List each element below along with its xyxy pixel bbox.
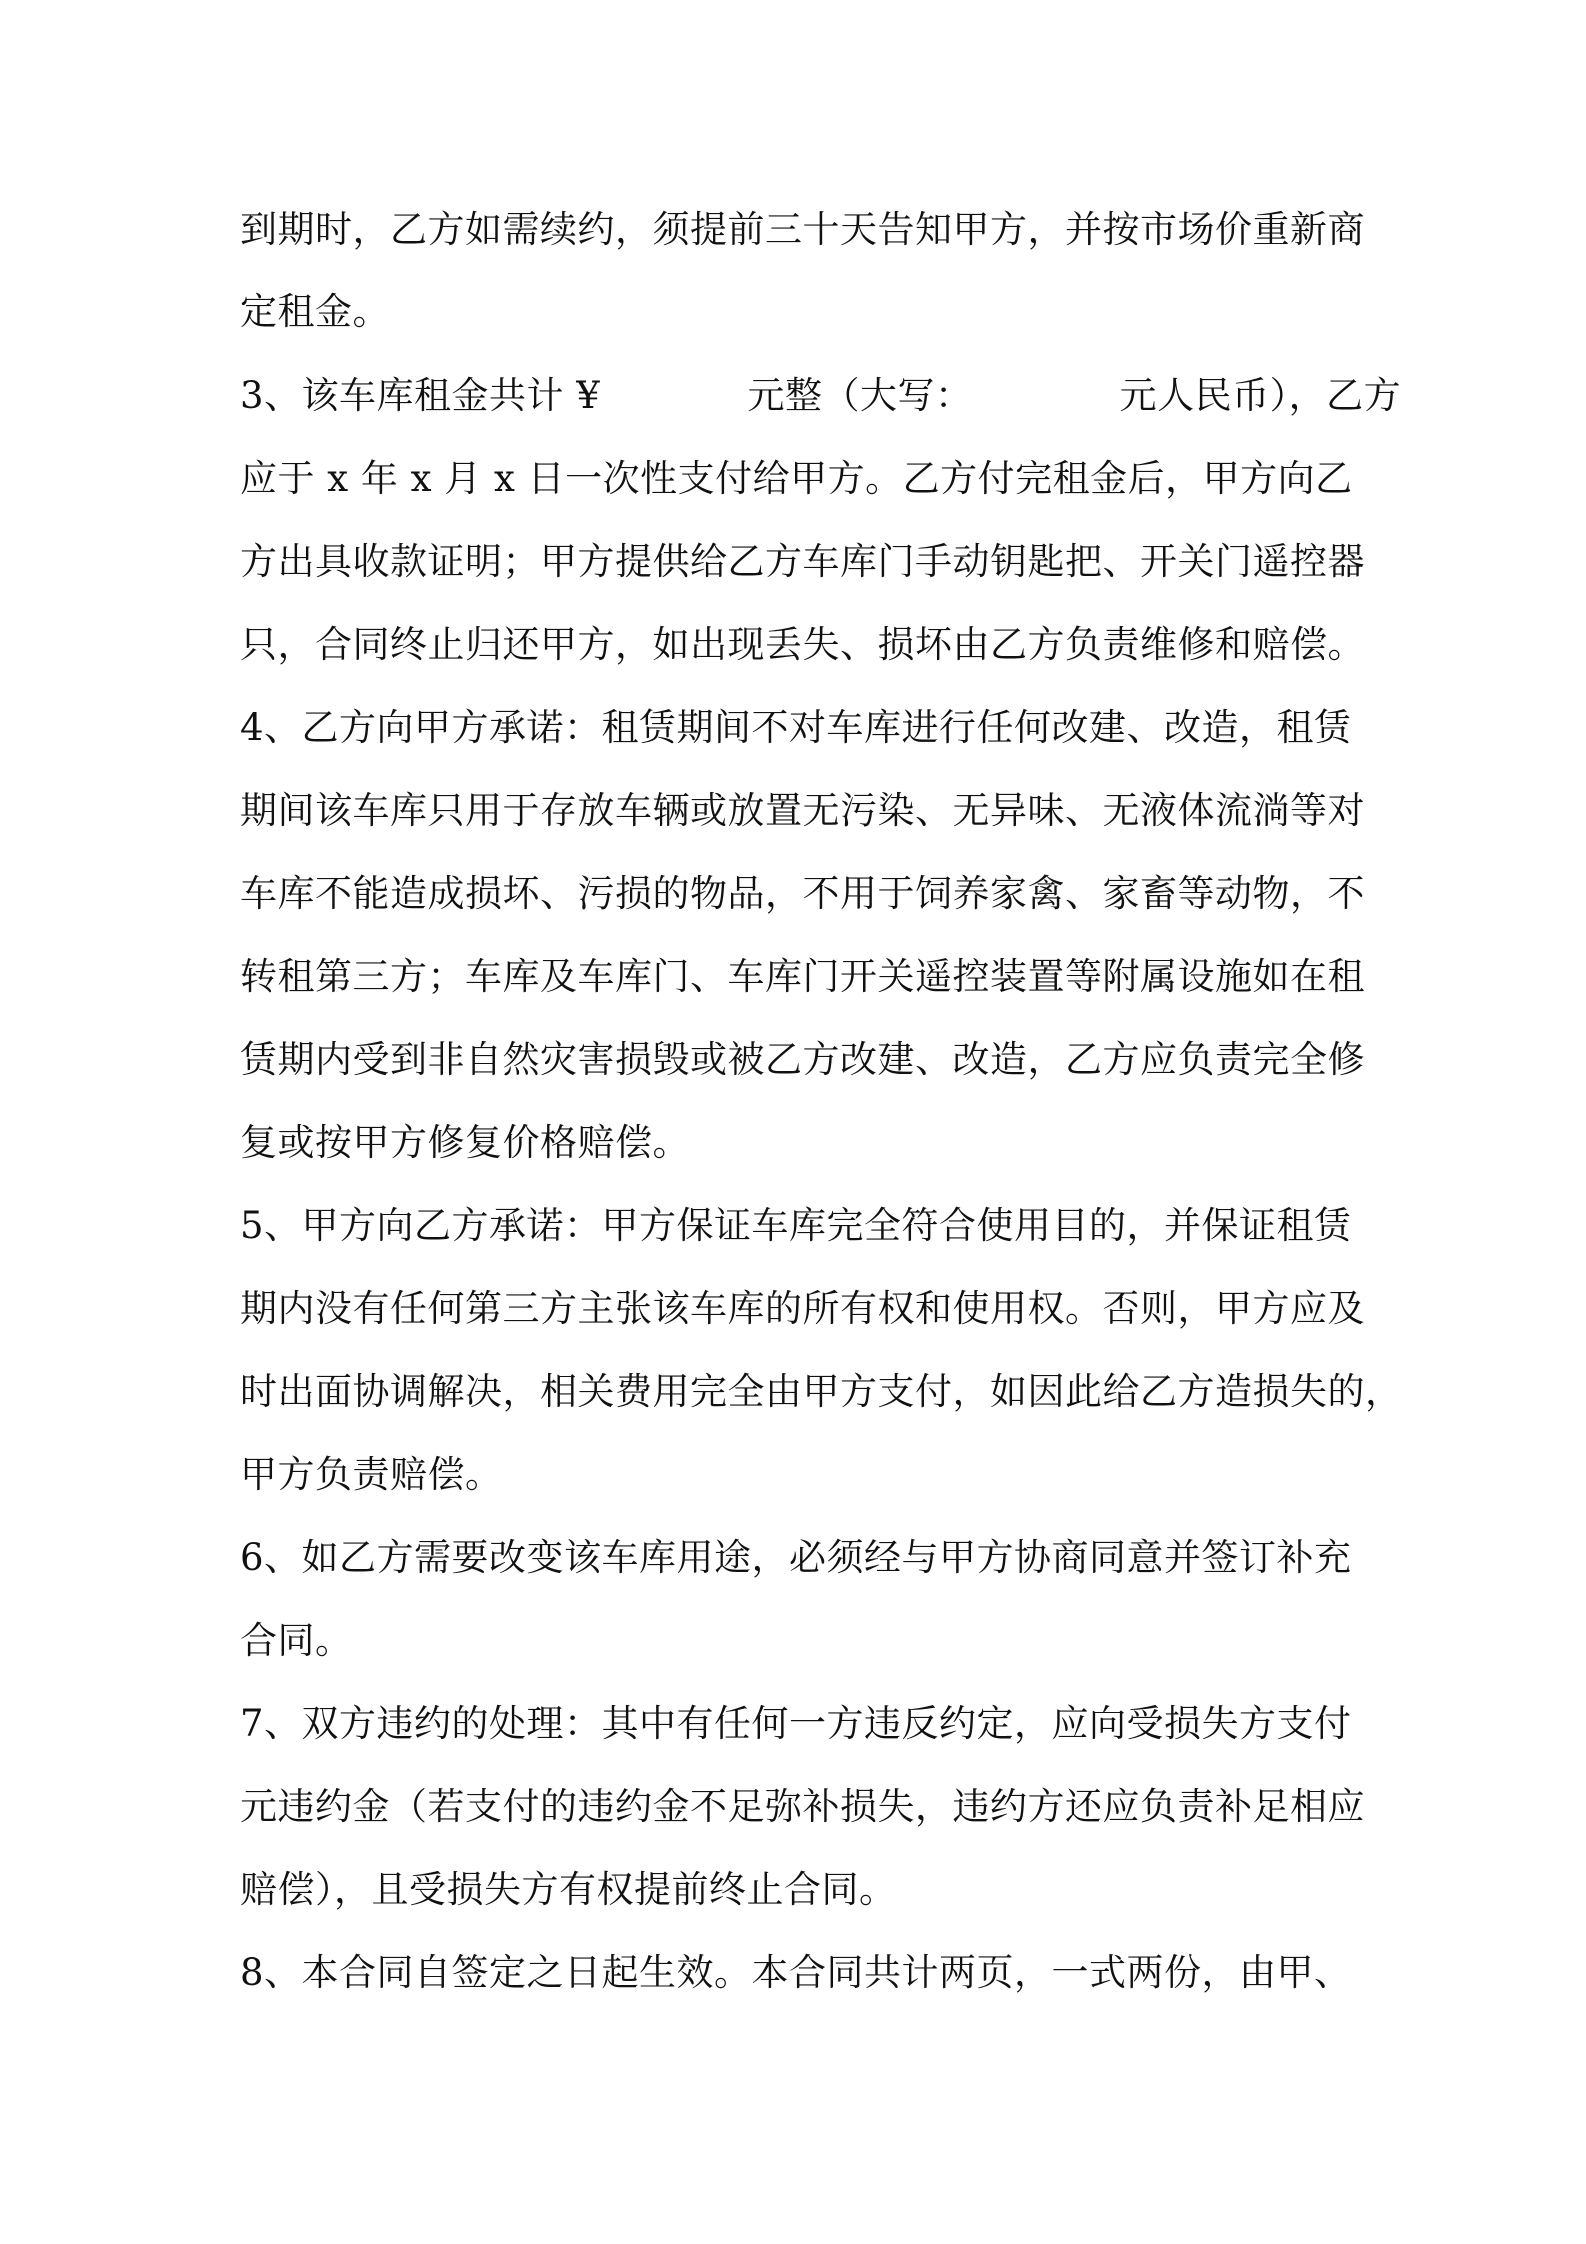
text-line: 甲方负责赔偿。	[240, 1453, 503, 1496]
text-line: 赁期内受到非自然灾害损毁或被乙方改建、改造，乙方应负责完全修	[240, 1038, 1365, 1081]
text-line: 4、乙方向甲方承诺：租赁期间不对车库进行任何改建、改造，租赁	[240, 706, 1352, 749]
text-line: 6、如乙方需要改变该车库用途，必须经与甲方协商同意并签订补充	[240, 1536, 1352, 1579]
text-line: 到期时，乙方如需续约，须提前三十天告知甲方，并按市场价重新商	[240, 208, 1365, 251]
text-line: 定租金。	[240, 290, 390, 333]
text-line: 7、双方违约的处理：其中有任何一方违反约定，应向受损失方支付	[240, 1702, 1352, 1745]
text-line: 5、甲方向乙方承诺：甲方保证车库完全符合使用目的，并保证租赁	[240, 1204, 1352, 1247]
text-line: 元违约金（若支付的违约金不足弥补损失，违约方还应负责补足相应	[240, 1785, 1365, 1828]
text-line: 期内没有任何第三方主张该车库的所有权和使用权。否则，甲方应及	[240, 1287, 1365, 1330]
text-line: 车库不能造成损坏、污损的物品，不用于饲养家禽、家畜等动物，不	[240, 872, 1365, 915]
text-line: 8、本合同自签定之日起生效。本合同共计两页，一式两份，由甲、	[240, 1951, 1352, 1994]
text-line: 3、该车库租金共计 ¥ 元整（大写： 元人民币），乙方	[240, 374, 1402, 417]
text-line: 赔偿），且受损失方有权提前终止合同。	[240, 1868, 897, 1911]
text-line: 应于 x 年 x 月 x 日一次性支付给甲方。乙方付完租金后，甲方向乙	[240, 457, 1353, 500]
text-line: 时出面协调解决，相关费用完全由甲方支付，如因此给乙方造损失的，	[240, 1370, 1403, 1413]
text-line: 方出具收款证明；甲方提供给乙方车库门手动钥匙把、开关门遥控器	[240, 540, 1365, 583]
text-line: 合同。	[240, 1619, 353, 1662]
text-line: 复或按甲方修复价格赔偿。	[240, 1121, 690, 1164]
text-line: 只，合同终止归还甲方，如出现丢失、损坏由乙方负责维修和赔偿。	[240, 623, 1365, 666]
text-line: 期间该车库只用于存放车辆或放置无污染、无异味、无液体流淌等对	[240, 789, 1365, 832]
text-line: 转租第三方；车库及车库门、车库门开关遥控装置等附属设施如在租	[240, 955, 1365, 998]
